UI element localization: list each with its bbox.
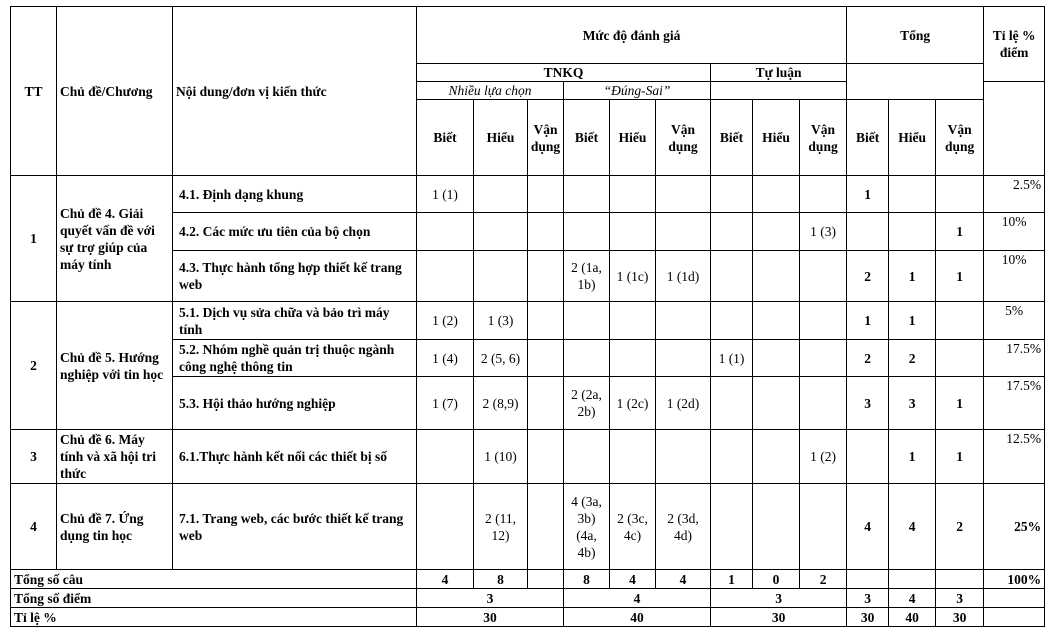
- cell-ratio: 10%: [984, 251, 1045, 302]
- header-content: Nội dung/đơn vị kiến thức: [173, 7, 417, 176]
- cell-mc-hieu: 2 (8,9): [474, 377, 528, 430]
- row-content: 4.1. Định dạng khung: [173, 176, 417, 213]
- cell-total-vd: 1: [936, 377, 984, 430]
- footer-total-points-label: Tổng số điểm: [11, 589, 417, 608]
- cell-ds-hieu: [610, 340, 656, 377]
- row-content: 6.1.Thực hành kết nối các thiết bị số: [173, 430, 417, 484]
- cell-mc-vd: [528, 570, 564, 589]
- cell-mc-vd: [528, 176, 564, 213]
- cell-ratio: 12.5%: [984, 430, 1045, 484]
- header-tl-biet: Biết: [711, 100, 753, 176]
- cell-ds-vd: [656, 430, 711, 484]
- cell-tl-points: 3: [711, 589, 847, 608]
- cell-mc-biet: 4: [417, 570, 474, 589]
- cell-mc-hieu: [474, 251, 528, 302]
- header-multiple-choice: Nhiều lựa chọn: [417, 82, 564, 100]
- cell-mc-biet: [417, 430, 474, 484]
- cell-total-biet: 3: [847, 377, 889, 430]
- cell-mc-hieu: 1 (10): [474, 430, 528, 484]
- row-content: 7.1. Trang web, các bước thiết kế trang web: [173, 484, 417, 570]
- cell-tl-biet: [711, 251, 753, 302]
- cell-tl-hieu: [753, 484, 800, 570]
- cell-total-hieu: 4: [889, 589, 936, 608]
- cell-total-hieu: [889, 570, 936, 589]
- cell-total-vd: [936, 340, 984, 377]
- cell-total-vd: [936, 570, 984, 589]
- cell-ds-hieu: [610, 213, 656, 251]
- header-tt: TT: [11, 7, 57, 176]
- header-tu-luan-blank: [711, 82, 847, 100]
- cell-total-hieu: 2: [889, 340, 936, 377]
- cell-ds-hieu: 2 (3c, 4c): [610, 484, 656, 570]
- cell-ds-biet: 8: [564, 570, 610, 589]
- cell-tl-vd: [800, 340, 847, 377]
- cell-total-vd: 2: [936, 484, 984, 570]
- cell-ds-biet: [564, 340, 610, 377]
- footer-ratio-label: Tỉ lệ %: [11, 608, 417, 627]
- row-chapter: Chủ đề 6. Máy tính và xã hội tri thức: [57, 430, 173, 484]
- row-content: 5.3. Hội thảo hướng nghiệp: [173, 377, 417, 430]
- cell-ds-hieu: 4: [610, 570, 656, 589]
- row-content: 4.3. Thực hành tổng hợp thiết kế trang web: [173, 251, 417, 302]
- cell-ratio: [984, 608, 1045, 627]
- cell-ds-vd: 2 (3d, 4d): [656, 484, 711, 570]
- cell-ds-vd: 1 (2d): [656, 377, 711, 430]
- row-chapter: Chủ đề 5. Hướng nghiệp với tin học: [57, 302, 173, 430]
- cell-mc-biet: 1 (2): [417, 302, 474, 340]
- cell-total-hieu: [889, 213, 936, 251]
- cell-mc-hieu: 1 (3): [474, 302, 528, 340]
- cell-ds-biet: [564, 176, 610, 213]
- cell-ds-biet: [564, 213, 610, 251]
- cell-total-biet: 1: [847, 176, 889, 213]
- cell-mc-hieu: 2 (11, 12): [474, 484, 528, 570]
- cell-mc-hieu: 8: [474, 570, 528, 589]
- cell-ds-ratio: 40: [564, 608, 711, 627]
- header-total: Tổng: [847, 7, 984, 64]
- cell-total-vd: [936, 176, 984, 213]
- cell-tl-biet: 1 (1): [711, 340, 753, 377]
- cell-ds-biet: [564, 302, 610, 340]
- table-row: [11, 484, 1045, 570]
- header-mc-biet: Biết: [417, 100, 474, 176]
- header-mc-van-dung: Vận dụng: [528, 100, 564, 176]
- cell-total-hieu: 1: [889, 251, 936, 302]
- cell-total-vd: [936, 302, 984, 340]
- cell-ds-hieu: [610, 430, 656, 484]
- cell-mc-hieu: 2 (5, 6): [474, 340, 528, 377]
- cell-ds-hieu: 1 (1c): [610, 251, 656, 302]
- cell-total-hieu: 1: [889, 302, 936, 340]
- cell-ds-biet: [564, 430, 610, 484]
- cell-total-biet: 1: [847, 302, 889, 340]
- cell-total-biet: [847, 430, 889, 484]
- row-tt: 4: [11, 484, 57, 570]
- header-mc-hieu: Hiểu: [474, 100, 528, 176]
- cell-total-hieu: 4: [889, 484, 936, 570]
- cell-tl-vd: [800, 302, 847, 340]
- cell-total-vd: 3: [936, 589, 984, 608]
- cell-tl-vd: [800, 377, 847, 430]
- row-tt: 3: [11, 430, 57, 484]
- cell-tl-hieu: 0: [753, 570, 800, 589]
- cell-total-hieu: [889, 176, 936, 213]
- cell-tl-vd: 1 (3): [800, 213, 847, 251]
- cell-mc-hieu: [474, 213, 528, 251]
- header-total-biet: Biết: [847, 100, 889, 176]
- cell-ds-vd: [656, 176, 711, 213]
- cell-ratio: 2.5%: [984, 176, 1045, 213]
- header-ds-hieu: Hiểu: [610, 100, 656, 176]
- cell-mc-vd: [528, 340, 564, 377]
- row-tt: 1: [11, 176, 57, 302]
- cell-mc-biet: [417, 213, 474, 251]
- header-tl-van-dung: Vận dụng: [800, 100, 847, 176]
- cell-tl-ratio: 30: [711, 608, 847, 627]
- cell-total-biet: [847, 213, 889, 251]
- header-chapter: Chủ đề/Chương: [57, 7, 173, 176]
- header-true-false: “Đúng-Sai”: [564, 82, 711, 100]
- cell-ratio: 25%: [984, 484, 1045, 570]
- cell-mc-biet: 1 (7): [417, 377, 474, 430]
- cell-tl-vd: [800, 484, 847, 570]
- header-assessment-level: Mức độ đánh giá: [417, 7, 847, 64]
- cell-ratio: 17.5%: [984, 340, 1045, 377]
- cell-tl-hieu: [753, 176, 800, 213]
- cell-total-hieu: 3: [889, 377, 936, 430]
- cell-mc-points: 3: [417, 589, 564, 608]
- cell-mc-vd: [528, 377, 564, 430]
- header-total-van-dung: Vận dụng: [936, 100, 984, 176]
- row-content: 5.1. Dịch vụ sửa chữa và bảo trì máy tính: [173, 302, 417, 340]
- row-chapter: Chủ đề 7. Ứng dụng tin học: [57, 484, 173, 570]
- cell-ds-hieu: 1 (2c): [610, 377, 656, 430]
- cell-mc-vd: [528, 484, 564, 570]
- header-row-1: [11, 7, 1045, 64]
- row-content: 5.2. Nhóm nghề quản trị thuộc ngành công nghệ thông tin: [173, 340, 417, 377]
- cell-ds-vd: 4: [656, 570, 711, 589]
- cell-mc-vd: [528, 430, 564, 484]
- footer-total-questions-row: [11, 570, 1045, 589]
- footer-total-questions-label: Tổng số câu: [11, 570, 417, 589]
- header-ratio-blank: [984, 82, 1045, 176]
- footer-ratio-row: [11, 608, 1045, 627]
- header-tu-luan: Tự luận: [711, 64, 847, 82]
- header-tnkq: TNKQ: [417, 64, 711, 82]
- cell-tl-biet: [711, 213, 753, 251]
- cell-ds-vd: 1 (1d): [656, 251, 711, 302]
- cell-tl-hieu: [753, 302, 800, 340]
- header-total-hieu: Hiểu: [889, 100, 936, 176]
- cell-tl-biet: [711, 302, 753, 340]
- header-ratio: Tỉ lệ % điểm: [984, 7, 1045, 82]
- cell-mc-biet: [417, 484, 474, 570]
- assessment-matrix-table: [10, 6, 1045, 627]
- cell-ds-hieu: [610, 176, 656, 213]
- cell-ds-biet: 2 (2a, 2b): [564, 377, 610, 430]
- cell-total-vd: 30: [936, 608, 984, 627]
- cell-total-biet: 4: [847, 484, 889, 570]
- cell-ds-vd: [656, 340, 711, 377]
- cell-ds-biet: 4 (3a, 3b) (4a, 4b): [564, 484, 610, 570]
- cell-tl-biet: [711, 377, 753, 430]
- cell-ds-biet: 2 (1a, 1b): [564, 251, 610, 302]
- cell-tl-vd: [800, 176, 847, 213]
- cell-mc-ratio: 30: [417, 608, 564, 627]
- cell-mc-hieu: [474, 176, 528, 213]
- cell-tl-hieu: [753, 430, 800, 484]
- cell-total-vd: 1: [936, 430, 984, 484]
- cell-total-vd: 1: [936, 213, 984, 251]
- cell-total-hieu: 40: [889, 608, 936, 627]
- cell-total-biet: [847, 570, 889, 589]
- table-row: [11, 176, 1045, 213]
- cell-total-biet: 30: [847, 608, 889, 627]
- cell-ratio: 10%: [984, 213, 1045, 251]
- row-chapter: Chủ đề 4. Giải quyết vấn đề với sự trợ giúp của máy tính: [57, 176, 173, 302]
- row-tt: 2: [11, 302, 57, 430]
- cell-ds-vd: [656, 302, 711, 340]
- cell-mc-vd: [528, 251, 564, 302]
- cell-mc-biet: 1 (1): [417, 176, 474, 213]
- cell-ds-hieu: [610, 302, 656, 340]
- cell-tl-hieu: [753, 213, 800, 251]
- cell-tl-vd: 1 (2): [800, 430, 847, 484]
- cell-tl-vd: 2: [800, 570, 847, 589]
- cell-ds-points: 4: [564, 589, 711, 608]
- cell-total-biet: 2: [847, 340, 889, 377]
- cell-tl-biet: [711, 176, 753, 213]
- cell-total-hieu: 1: [889, 430, 936, 484]
- header-ds-biet: Biết: [564, 100, 610, 176]
- cell-tl-hieu: [753, 251, 800, 302]
- row-content: 4.2. Các mức ưu tiên của bộ chọn: [173, 213, 417, 251]
- cell-total-biet: 3: [847, 589, 889, 608]
- cell-mc-vd: [528, 302, 564, 340]
- cell-mc-vd: [528, 213, 564, 251]
- cell-ratio: 5%: [984, 302, 1045, 340]
- cell-ratio: 17.5%: [984, 377, 1045, 430]
- cell-ratio: [984, 589, 1045, 608]
- cell-ds-vd: [656, 213, 711, 251]
- cell-tl-vd: [800, 251, 847, 302]
- cell-total-biet: 2: [847, 251, 889, 302]
- cell-tl-hieu: [753, 340, 800, 377]
- table-row: [11, 430, 1045, 484]
- cell-ratio: 100%: [984, 570, 1045, 589]
- header-total-blank: [847, 64, 984, 100]
- cell-tl-biet: [711, 484, 753, 570]
- cell-tl-biet: 1: [711, 570, 753, 589]
- header-tl-hieu: Hiểu: [753, 100, 800, 176]
- cell-total-vd: 1: [936, 251, 984, 302]
- cell-mc-biet: 1 (4): [417, 340, 474, 377]
- header-ds-van-dung: Vận dụng: [656, 100, 711, 176]
- footer-total-points-row: [11, 589, 1045, 608]
- cell-mc-biet: [417, 251, 474, 302]
- cell-tl-hieu: [753, 377, 800, 430]
- cell-tl-biet: [711, 430, 753, 484]
- table-row: [11, 302, 1045, 340]
